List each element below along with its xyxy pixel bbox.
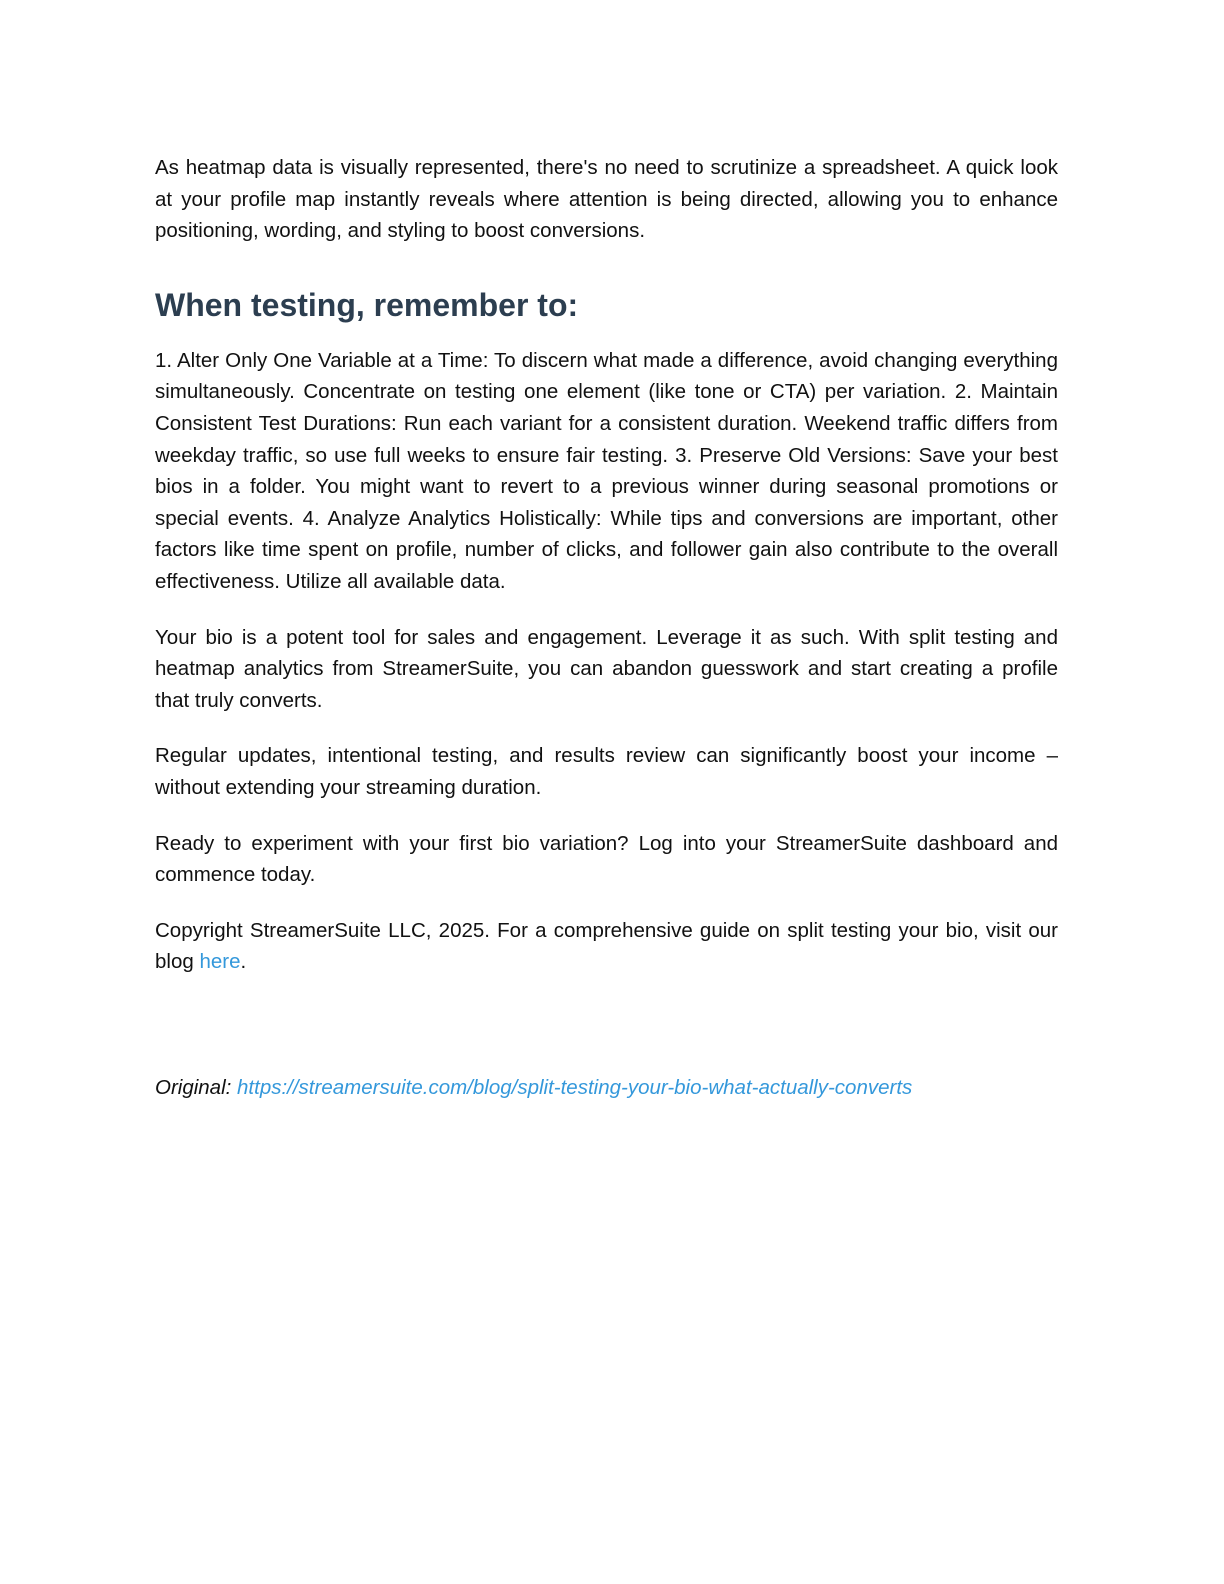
tool-paragraph: Your bio is a potent tool for sales and engagement. Leverage it as such. With split testing and heatmap analytics from StreamerSuite, you can abandon guesswork and start creating a profile that truly converts. [155,625,1058,712]
blog-here-link[interactable]: here [199,950,241,974]
ready-paragraph: Ready to experiment with your first bio variation? Log into your StreamerSuite dashboard and commence today. [155,831,1058,887]
copyright-paragraph [155,915,1058,978]
section-heading: When testing, remember to: [155,286,579,323]
original-label: Original: [155,1075,238,1099]
document-page [155,152,1058,1103]
copyright-period: . [240,950,247,974]
tips-paragraph: 1. Alter Only One Variable at a Time: To discern what made a difference, avoid changing everything simultaneously. Concentrate on testing one element (like tone or CTA) per variation. 2. Maintain Consistent Test Durations: Run each variant for a consistent duration. Weekend traffic differs from weekday traffic, so use full weeks to ensure fair testing. 3. Preserve Old Versions: Save your best bios in a folder. You might want to revert to a previous winner during seasonal promotions or special events. 4. Analyze Analytics Holistically: While tips and conversions are important, other factors like time spent on profile, number of clicks, and follower gain also contribute to the overall effectiveness. Utilize all available data. [155,348,1058,593]
copyright-text: Copyright StreamerSuite LLC, 2025. For a comprehensive guide on split testing your bio, visit our blog [155,918,1058,974]
updates-paragraph: Regular updates, intentional testing, and results review can significantly boost your income – without extending your streaming duration. [155,744,1058,799]
intro-paragraph: As heatmap data is visually represented, there's no need to scrutinize a spreadsheet. A quick look at your profile map instantly reveals where attention is being directed, allowing you to enhance positioning, wording, and styling to boost conversions. [155,156,1058,243]
original-url-link[interactable]: https://streamersuite.com/blog/split-testing-your-bio-what-actually-converts [237,1075,913,1099]
original-source-line [155,1072,1058,1104]
